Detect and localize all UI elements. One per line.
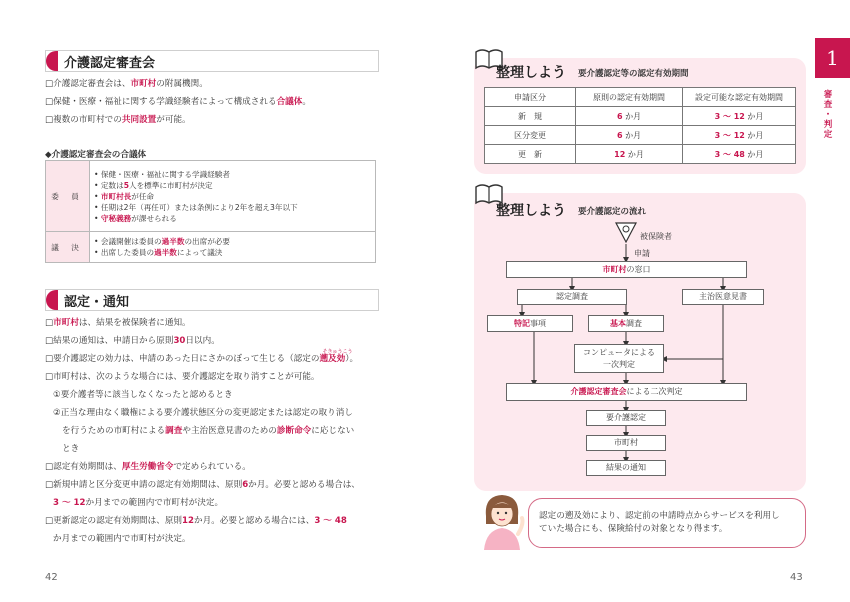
- text-line: □市町村は、結果を被保険者に通知。: [45, 318, 191, 328]
- text-line: を行うための市町村による調査や主治医意見書のための診断命令に応じない: [62, 426, 355, 436]
- table-header: 設定可能な認定有効期間: [683, 88, 796, 107]
- text-line: ①要介護者等に該当しなくなったと認めるとき: [53, 390, 233, 400]
- text-line: □認定有効期間は、厚生労働省令で定められている。: [45, 462, 251, 472]
- flow-step-special-notes: 特記事項: [487, 315, 573, 332]
- member-label: 委 員: [46, 161, 90, 232]
- text-line: □要介護認定の効力は、申請のあった日にさかのぼって生じる（認定の そきゅうこう 遡及効）。: [45, 353, 358, 365]
- validity-table: [484, 87, 796, 164]
- text-line: ②正当な理由なく職権による要介護状態区分の変更認定または認定の取り消し: [53, 408, 353, 418]
- text-line: □介護認定審査会は、市町村の附属機関。: [45, 79, 208, 89]
- text-line: □保健・医療・福祉に関する学識経験者によって構成される合議体。: [45, 97, 311, 107]
- member-items: • 保健・医療・福祉に関する学識経験者 • 定数は5人を標準に市町村が決定 • 市町村長が任命 • 任期は2年（再任可）または条例により2年を超え3年以下 • 守秘義務が課せられる: [90, 161, 376, 232]
- text-line: □更新認定の認定有効期間は、原則12か月。必要と認める場合には、3 ～ 48: [45, 516, 347, 526]
- section-marker: [46, 290, 58, 310]
- chapter-label: 審 査 ・ 判 定: [823, 90, 833, 140]
- page-number-left: 42: [45, 572, 58, 583]
- flow-step-primary-judgment: コンピュータによる 一次判定: [574, 344, 664, 373]
- decision-items: • 会議開催は委員の過半数の出席が必要 • 出席した委員の過半数によって議決: [90, 232, 376, 263]
- bubble-text: 認定の遡及効により、認定前の申請時点からサービスを利用し ていた場合にも、保険給付の対象となり得ます。: [539, 511, 780, 534]
- chapter-tab: 1: [815, 38, 850, 78]
- woman-illustration: [478, 490, 526, 550]
- box-heading: 整理しよう: [496, 203, 566, 219]
- flow-step-doctor-opinion: 主治医意見書: [682, 289, 764, 305]
- subsection-title: ◆介護認定審査会の合議体: [45, 150, 147, 160]
- panel-table: [45, 160, 376, 263]
- section-marker: [46, 51, 58, 71]
- text-line: □市町村は、次のような場合には、要介護認定を取り消すことが可能。: [45, 372, 320, 382]
- flow-step-certified: 要介護認定: [586, 410, 666, 426]
- table-header: 申請区分: [485, 88, 576, 107]
- table-header: 原則の認定有効期間: [576, 88, 683, 107]
- section-title: 介護認定審査会: [64, 56, 156, 71]
- page-number-right: 43: [790, 572, 803, 583]
- ruby: そきゅうこう: [322, 349, 353, 355]
- table-row: 区分変更 6 か月 3 ～ 12 か月: [485, 126, 796, 145]
- apply-label: 申請: [634, 249, 650, 258]
- text-line: □結果の通知は、申請日から原則30日以内。: [45, 336, 220, 346]
- flow-step-municipality: 市町村: [586, 435, 666, 451]
- table-row: 新 規 6 か月 3 ～ 12 か月: [485, 107, 796, 126]
- flow-step-secondary-judgment: 介護認定審査会による二次判定: [506, 383, 747, 401]
- text-line: □複数の市町村での共同設置が可能。: [45, 115, 191, 125]
- table-row: 更 新 12 か月 3 ～ 48 か月: [485, 145, 796, 164]
- section-title: 認定・通知: [64, 295, 130, 310]
- flow-step-basic-survey: 基本調査: [588, 315, 664, 332]
- text-line: とき: [62, 444, 80, 454]
- flow-step-notice: 結果の通知: [586, 460, 666, 476]
- text-line: 3 ～ 12か月までの範囲内で市町村が決定。: [53, 498, 224, 508]
- box-subheading: 要介護認定等の認定有効期間: [578, 69, 689, 79]
- section-heading-certification: [45, 289, 379, 311]
- text-line: □新規申請と区分変更申請の認定有効期間は、原則6か月。必要と認める場合は、: [45, 480, 360, 490]
- section-heading-review-board: [45, 50, 379, 72]
- box-heading: 整理しよう: [496, 65, 566, 81]
- flow-step-survey: 認定調査: [517, 289, 627, 305]
- decision-label: 議 決: [46, 232, 90, 263]
- text-line: か月までの範囲内で市町村が決定。: [53, 534, 191, 544]
- insured-label: 被保険者: [640, 232, 672, 241]
- box-subheading: 要介護認定の流れ: [578, 207, 647, 217]
- person-icon: [614, 220, 638, 244]
- flow-step-window: 市町村の窓口: [506, 261, 747, 278]
